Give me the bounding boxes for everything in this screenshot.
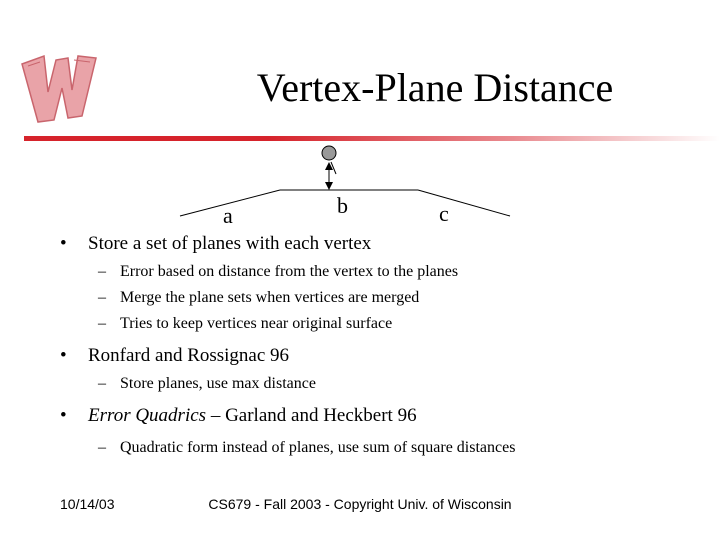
- bullet-text: – Garland and Heckbert 96: [206, 405, 417, 426]
- bullet-dot: •: [60, 233, 67, 254]
- footer-date: 10/14/03: [60, 496, 115, 512]
- sub-bullet-text: Merge the plane sets when vertices are merged: [120, 289, 420, 306]
- bullet-item: [60, 344, 710, 368]
- sub-bullet-text: Error based on distance from the vertex to the planes: [120, 263, 459, 280]
- bullet-list: [60, 232, 710, 458]
- dash-marker: –: [98, 439, 106, 456]
- bullet-item: [60, 232, 710, 256]
- slide-title: Vertex-Plane Distance: [256, 65, 614, 110]
- sub-bullet-item: [60, 438, 710, 458]
- bullet-text: Store a set of planes with each vertex: [88, 233, 372, 254]
- dash-marker: –: [98, 263, 106, 280]
- bullet-text: Ronfard and Rossignac 96: [88, 345, 290, 366]
- label-c: c: [439, 201, 449, 226]
- dash-marker: –: [98, 289, 106, 306]
- bullet-dot: •: [60, 345, 67, 366]
- vertex-point: [322, 146, 336, 160]
- label-a: a: [223, 203, 233, 228]
- label-b: b: [337, 193, 348, 218]
- vertex-plane-diagram: [170, 140, 520, 230]
- dash-marker: –: [98, 315, 106, 332]
- bullet-italic-text: Error Quadrics: [88, 405, 207, 426]
- sub-bullet-item: [60, 374, 710, 394]
- bullet-dot: •: [60, 405, 67, 426]
- sub-bullet-text: Store planes, use max distance: [120, 375, 316, 392]
- sub-bullet-item: [60, 262, 710, 282]
- sub-bullet-item: [60, 288, 710, 308]
- footer-copyright: CS679 - Fall 2003 - Copyright Univ. of Wisconsin: [208, 496, 512, 512]
- sub-bullet-text: Tries to keep vertices near original surface: [120, 315, 393, 332]
- plane-c-line: [418, 190, 510, 216]
- sub-bullet-text: Quadratic form instead of planes, use sum of square distances: [120, 439, 516, 456]
- sub-bullet-item: [60, 314, 710, 334]
- wisconsin-w-logo-icon: [18, 48, 100, 126]
- dash-marker: –: [98, 375, 106, 392]
- arrow-head-down: [325, 182, 333, 190]
- bullet-item: [60, 404, 710, 428]
